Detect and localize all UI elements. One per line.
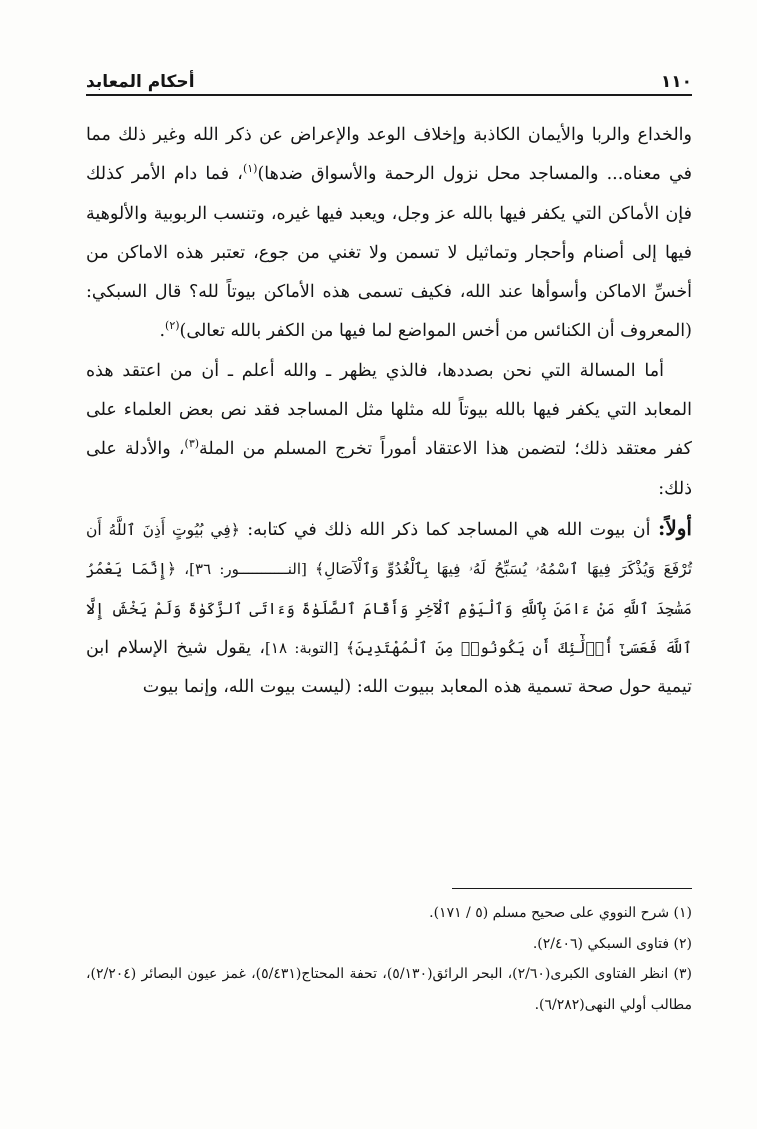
- paragraph-2-end: ، والأدلة على ذلك:: [86, 439, 692, 499]
- paragraph-3-lead: أولاً:: [657, 515, 692, 540]
- paragraph-3: [86, 509, 692, 707]
- header-rule: [86, 94, 692, 96]
- running-title: أحكام المعابد: [86, 72, 195, 92]
- paragraph-3-text: ، يقول شيخ الإسلام ابن تيمية حول صحة تسمية هذه المعابد ببيوت الله: (ليست بيوت الله، وإنما بيوت: [86, 637, 692, 698]
- page-number: ١١٠: [660, 72, 692, 92]
- footnotes: [86, 898, 692, 1020]
- paragraph-2: [86, 352, 692, 509]
- paragraph-1-end: .: [159, 321, 166, 342]
- footnote-ref-3: (٣): [184, 437, 200, 451]
- verse-reference-2: [التوبة: ١٨]: [265, 638, 346, 657]
- footnote-1: (١) شرح النووي على صحيح مسلم (٥ / ١٧١).: [429, 905, 692, 921]
- footnote-2: (٢) فتاوى السبكي (٢/٤٠٦).: [532, 935, 692, 952]
- paragraph-1: [86, 116, 692, 352]
- paragraph-1-text: والخداع والربا والأيمان الكاذبة وإخلاف الوعد والإعراض عن ذكر الله وغير ذلك مما في معناه... والمساجد محل نزول الرحمة والأسواق ضدها): [86, 125, 692, 185]
- paragraph-3-intro: أن بيوت الله هي المساجد كما ذكر الله ذلك في كتابه:: [239, 519, 658, 540]
- footnote-separator: [452, 888, 692, 889]
- quran-verse-1: ﴿فِي بُيُوتٍ أَذِنَ ٱللَّهُ أَن تُرْفَعَ وَيُذْكَرَ فِيهَا ٱسْمُهُۥ يُسَبِّحُ لَهُۥ فِيهَا بِٱلْغُدُوِّ وَٱلْآصَالِ﴾: [86, 520, 693, 579]
- footnote-3: (٣) انظر الفتاوى الكبرى(٢/٦٠)، البحر الرائق(٥/١٣٠)، تحفة المحتاج(٥/٤٣١)، غمز عيون البصائر (٢/٢٠٤)، مطالب أولي النهى(٦/٢٨٢).: [86, 966, 693, 1013]
- paragraph-2-text: أما المسالة التي نحن بصددها، فالذي يظهر ـ والله أعلم ـ أن من اعتقد هذه المعابد التي يكفر فيها بالله بيوتاً لله مثلها مثل المساجد فقد نص بعض العلماء على كفر معتقد ذلك؛ لتضمن هذا الاعتقاد أموراً تخرج المسلم من الملة: [86, 360, 692, 460]
- quran-verse-2: ﴿إِنَّمَا يَعْمُرُ مَسَٰجِدَ ٱللَّهِ مَنْ ءَامَنَ بِٱللَّهِ وَٱلْيَوْمِ ٱلْآخِرِ وَأَقَامَ ٱلصَّلَوٰةَ وَءَاتَى ٱلزَّكَوٰةَ وَلَمْ يَخْشَ إِلَّا ٱللَّهَ فَعَسَىٰٓ أُو۟لَٰٓئِكَ أَن يَكُونُوا۟ مِنَ ٱلْمُهْتَدِينَ﴾: [86, 560, 692, 657]
- paragraph-1-continuation: ، فما دام الأمر كذلك فإن الأماكن التي يكفر فيها بالله عز وجل، ويعبد فيها غيره، وتنسب الربوبية والألوهية فيها إلى أصنام وأحجار وتماثيل لا تسمن ولا تغني من جوع، تعتبر هذه الاماكن من أخسِّ الاماكن وأسوأها عند الله، فكيف تسمى هذه الأماكن بيوتاً لله؟ قال السبكي: (المعروف أن الكنائس من أخس المواضع لما فيها من الكفر بالله تعالى): [86, 164, 692, 342]
- footnote-ref-1: (١): [242, 162, 258, 176]
- footnote-ref-2: (٢): [165, 319, 180, 333]
- verse-reference-1: [النـــــــــــور: ٣٦]،: [176, 560, 316, 579]
- main-text: [86, 116, 692, 707]
- page-header: [86, 58, 692, 92]
